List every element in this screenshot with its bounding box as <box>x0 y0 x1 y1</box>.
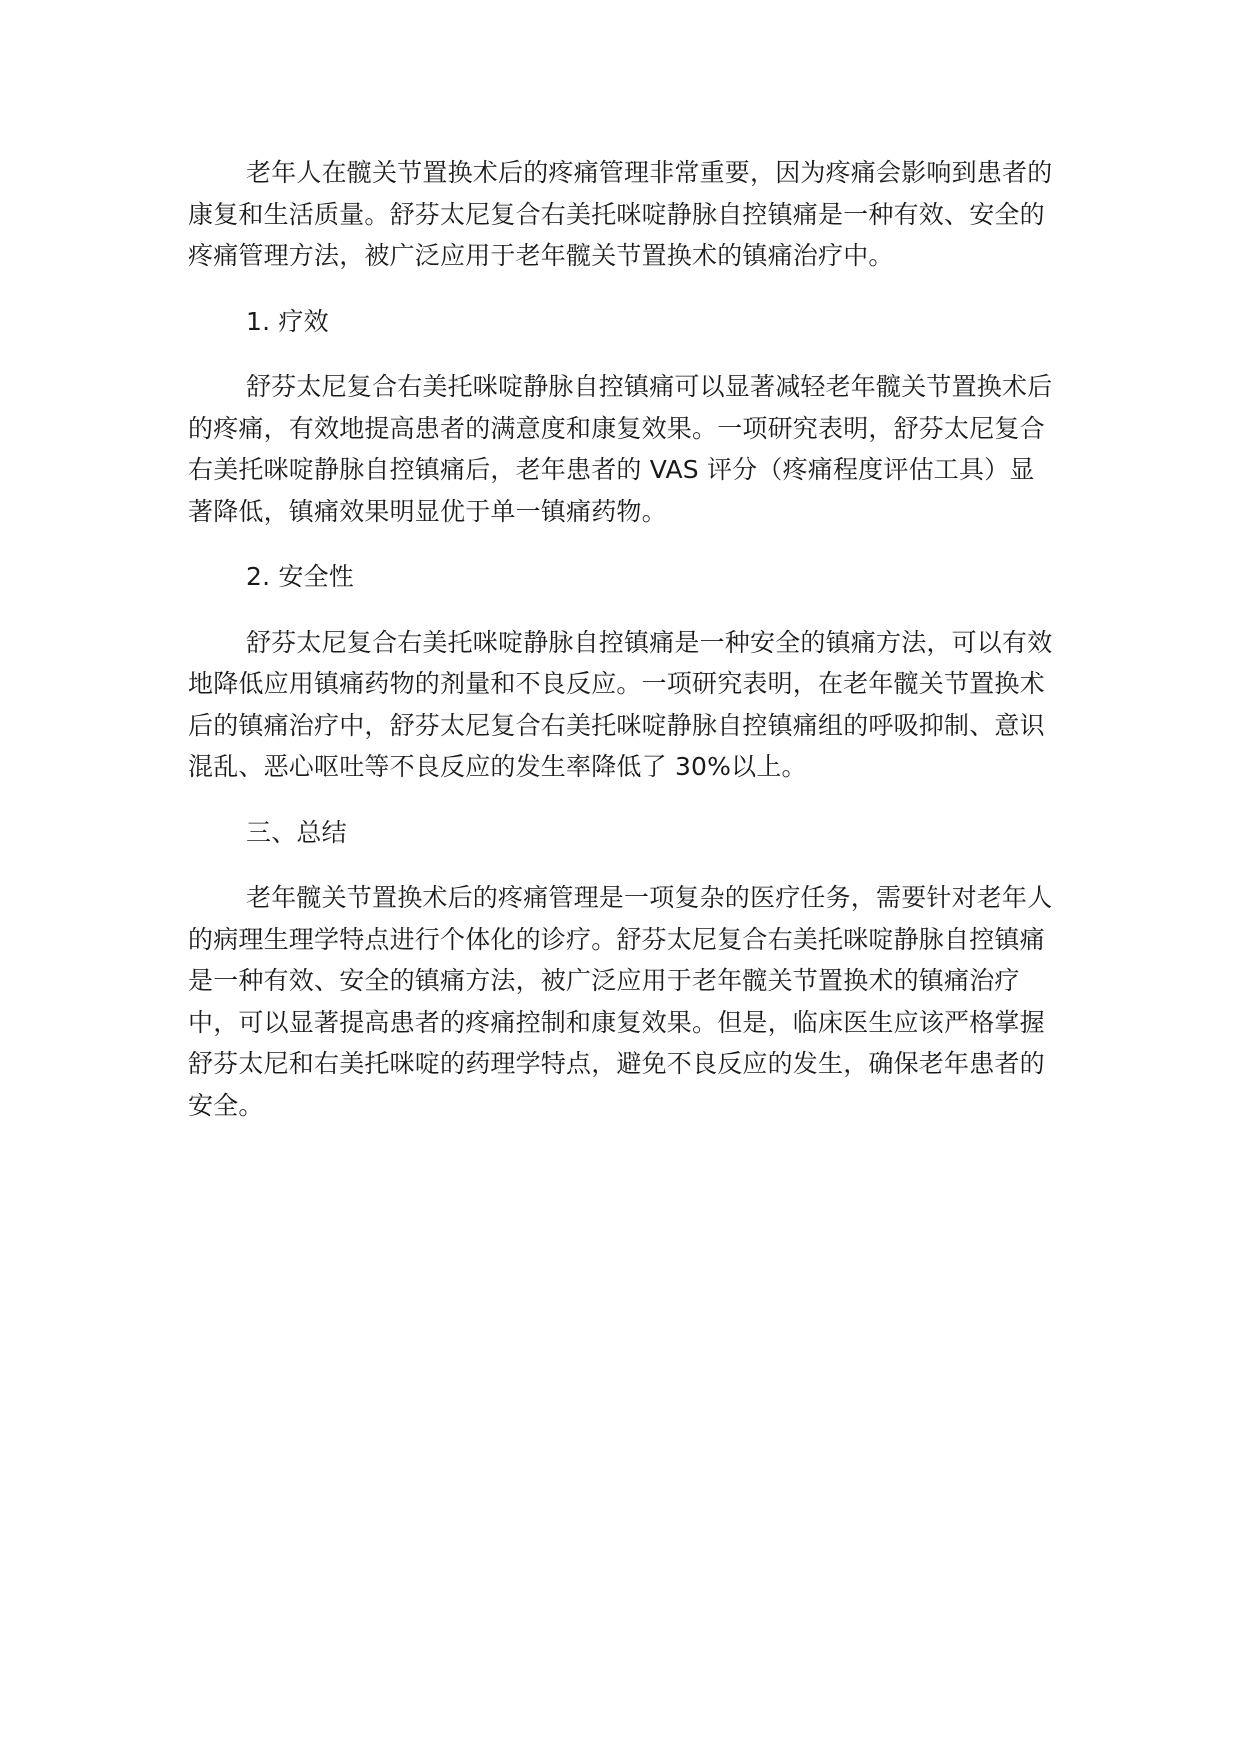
document-body <box>188 152 1058 1150</box>
section-heading-summary: 三、总结 <box>246 817 347 847</box>
section-heading-safety: 2. 安全性 <box>246 562 354 591</box>
section-heading-efficacy: 1. 疗效 <box>246 306 329 336</box>
efficacy-paragraph: 舒芬太尼复合右美托咪啶静脉自控镇痛可以显著减轻老年髋关节置换术后的疼痛，有效地提高患者的满意度和康复效果。一项研究表明，舒芬太尼复合右美托咪啶静脉自控镇痛后，老年患者的 VAS 评分（疼痛程度评估工具）显著降低，镇痛效果明显优于单一镇痛药物。 <box>188 372 1053 526</box>
intro-paragraph: 老年人在髋关节置换术后的疼痛管理非常重要，因为疼痛会影响到患者的康复和生活质量。舒芬太尼复合右美托咪啶静脉自控镇痛是一种有效、安全的疼痛管理方法，被广泛应用于老年髋关节置换术的镇痛治疗中。 <box>188 158 1053 270</box>
safety-paragraph: 舒芬太尼复合右美托咪啶静脉自控镇痛是一种安全的镇痛方法，可以有效地降低应用镇痛药物的剂量和不良反应。一项研究表明，在老年髋关节置换术后的镇痛治疗中，舒芬太尼复合右美托咪啶静脉自控镇痛组的呼吸抑制、意识混乱、恶心呕吐等不良反应的发生率降低了 30%以上。 <box>188 627 1053 781</box>
summary-paragraph: 老年髋关节置换术后的疼痛管理是一项复杂的医疗任务，需要针对老年人的病理生理学特点进行个体化的诊疗。舒芬太尼复合右美托咪啶静脉自控镇痛是一种有效、安全的镇痛方法，被广泛应用于老年髋关节置换术的镇痛治疗中，可以显著提高患者的疼痛控制和康复效果。但是，临床医生应该严格掌握舒芬太尼和右美托咪啶的药理学特点，避免不良反应的发生，确保老年患者的安全。 <box>188 883 1053 1120</box>
